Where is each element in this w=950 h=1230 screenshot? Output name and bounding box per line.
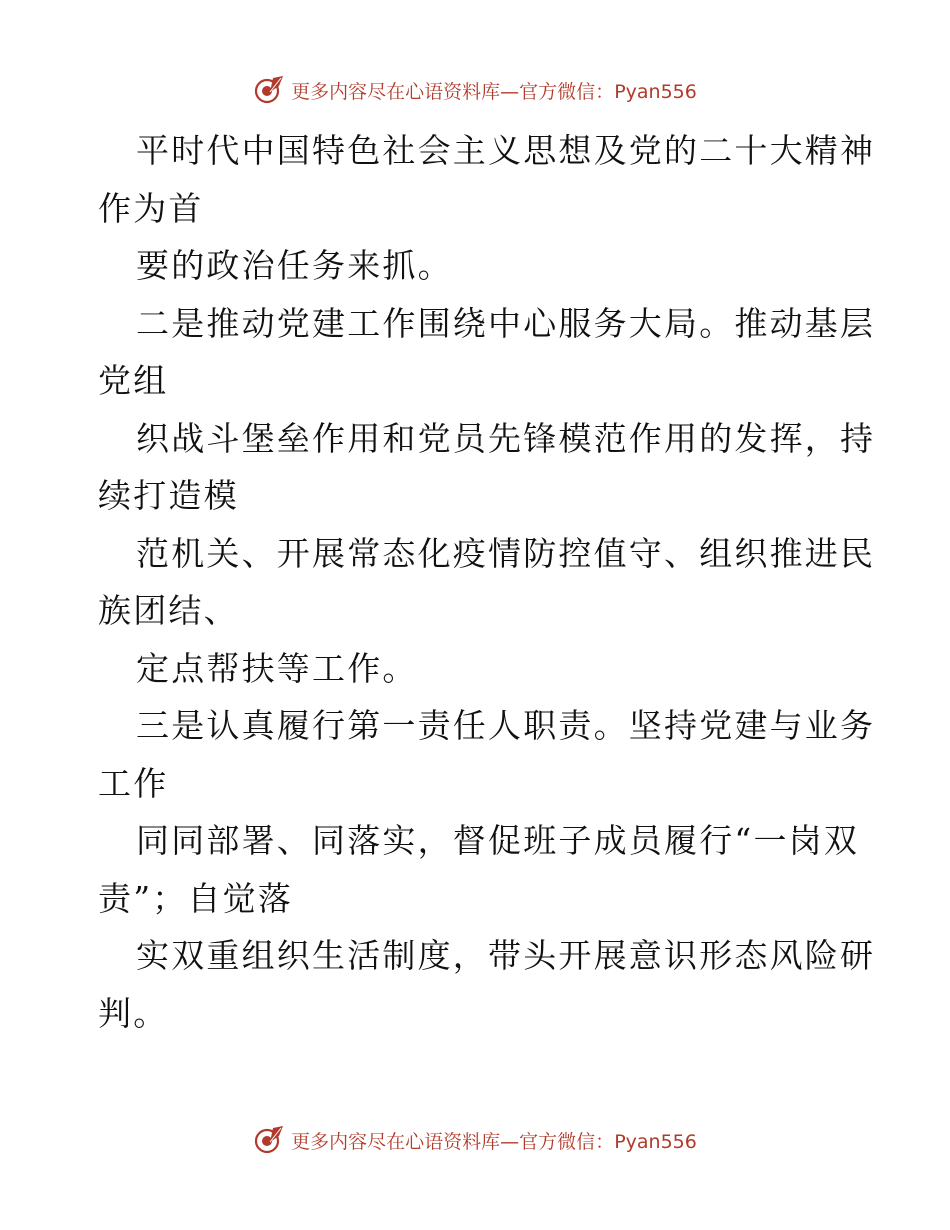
document-body (98, 122, 876, 1042)
banner-brand: 更多内容尽在心语资料库 (291, 80, 501, 103)
text-line: 工作 (98, 763, 169, 803)
text-line: 同同部署、同落实，督促班子成员履行“一岗双 (136, 821, 860, 860)
text-line: 作为首 (98, 188, 204, 228)
text-line: 三是认真履行第一责任人职责。坚持党建与业务 (136, 706, 876, 745)
banner-brand: 更多内容尽在心语资料库 (291, 1130, 501, 1153)
text-line: 续打造模 (98, 476, 239, 515)
quill-logo-icon (253, 74, 285, 106)
banner-wechat-id: Pyan556 (614, 1130, 697, 1153)
text-line: 平时代中国特色社会主义思想及党的二十大精神 (136, 131, 876, 170)
text-line: 定点帮扶等工作。 (136, 648, 418, 688)
text-line: 要的政治任务来抓。 (136, 246, 453, 285)
banner-wechat-id: Pyan556 (614, 80, 697, 103)
text-line: 党组 (98, 361, 169, 400)
text-line: 范机关、开展常态化疫情防控值守、组织推进民 (136, 533, 876, 573)
header-banner (0, 70, 950, 110)
banner-separator: — (500, 1130, 520, 1153)
banner-wechat-label: 官方微信： (519, 80, 615, 103)
footer-banner (0, 1120, 950, 1160)
quill-logo-icon (253, 1124, 285, 1156)
text-line: 责”；自觉落 (98, 878, 294, 918)
text-line: 织战斗堡垒作用和党员先锋模范作用的发挥，持 (136, 418, 876, 458)
text-line: 族团结、 (98, 591, 239, 630)
text-line: 实双重组织生活制度，带头开展意识形态风险研 (136, 936, 876, 975)
text-line: 判。 (98, 993, 169, 1033)
banner-text (291, 77, 697, 104)
banner-wechat-label: 官方微信： (519, 1130, 615, 1153)
banner-separator: — (500, 80, 520, 103)
banner-text (291, 1127, 697, 1154)
text-line: 二是推动党建工作围绕中心服务大局。推动基层 (136, 303, 876, 343)
